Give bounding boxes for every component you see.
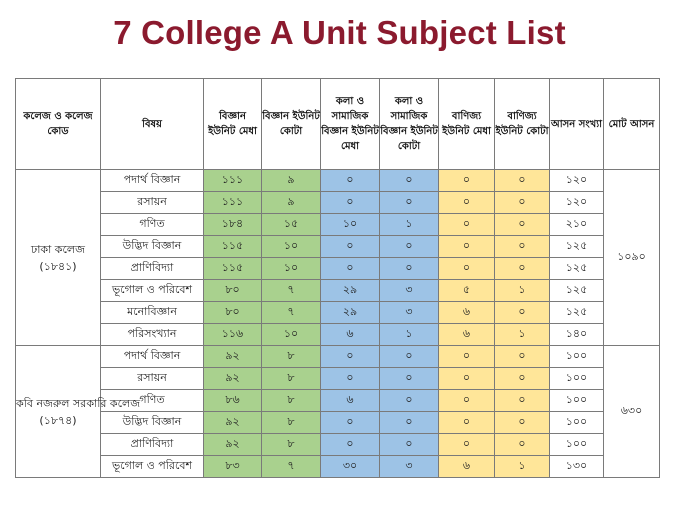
science-quota-cell: ৮ bbox=[262, 434, 321, 456]
table-row bbox=[16, 434, 660, 456]
commerce-quota-cell: ০ bbox=[495, 192, 550, 214]
college-code: (১৮৪১) bbox=[39, 259, 77, 273]
commerce-quota-cell: ০ bbox=[495, 390, 550, 412]
subject-cell: গণিত bbox=[101, 390, 204, 412]
table-row bbox=[16, 236, 660, 258]
table-row bbox=[16, 324, 660, 346]
commerce-quota-cell: ০ bbox=[495, 170, 550, 192]
seats-cell: ১০০ bbox=[550, 412, 604, 434]
arts-merit-cell: ০ bbox=[321, 236, 380, 258]
table-body bbox=[16, 170, 660, 478]
science-quota-cell: ১০ bbox=[262, 324, 321, 346]
arts-quota-cell: ০ bbox=[380, 236, 439, 258]
arts-merit-cell: ০ bbox=[321, 434, 380, 456]
arts-quota-cell: ০ bbox=[380, 192, 439, 214]
science-quota-cell: ৮ bbox=[262, 346, 321, 368]
commerce-quota-cell: ০ bbox=[495, 346, 550, 368]
commerce-quota-cell: ১ bbox=[495, 456, 550, 478]
science-merit-cell: ৯২ bbox=[204, 434, 262, 456]
arts-quota-cell: ১ bbox=[380, 214, 439, 236]
science-merit-cell: ১১৫ bbox=[204, 258, 262, 280]
science-merit-cell: ৮০ bbox=[204, 302, 262, 324]
commerce-merit-cell: ০ bbox=[439, 434, 495, 456]
science-merit-cell: ১৮৪ bbox=[204, 214, 262, 236]
arts-quota-cell: ১ bbox=[380, 324, 439, 346]
header-row bbox=[16, 79, 660, 170]
science-quota-cell: ১০ bbox=[262, 258, 321, 280]
commerce-quota-cell: ০ bbox=[495, 214, 550, 236]
arts-quota-cell: ৩ bbox=[380, 280, 439, 302]
arts-merit-cell: ০ bbox=[321, 192, 380, 214]
science-merit-cell: ৮০ bbox=[204, 280, 262, 302]
science-quota-cell: ১৫ bbox=[262, 214, 321, 236]
seats-cell: ১২৫ bbox=[550, 258, 604, 280]
arts-merit-cell: ০ bbox=[321, 258, 380, 280]
science-quota-cell: ৭ bbox=[262, 280, 321, 302]
subject-cell: প্রাণিবিদ্যা bbox=[101, 258, 204, 280]
seats-cell: ১২৫ bbox=[550, 236, 604, 258]
seats-cell: ১০০ bbox=[550, 390, 604, 412]
science-merit-cell: ৯২ bbox=[204, 368, 262, 390]
arts-quota-cell: ০ bbox=[380, 390, 439, 412]
subject-cell: রসায়ন bbox=[101, 192, 204, 214]
commerce-merit-cell: ৫ bbox=[439, 280, 495, 302]
arts-quota-cell: ০ bbox=[380, 368, 439, 390]
seats-cell: ১৪০ bbox=[550, 324, 604, 346]
header-science-quota: বিজ্ঞান ইউনিট কোটা bbox=[262, 79, 321, 170]
seats-cell: ১০০ bbox=[550, 368, 604, 390]
seats-cell: ১০০ bbox=[550, 434, 604, 456]
science-quota-cell: ৮ bbox=[262, 390, 321, 412]
seats-cell: ১২৫ bbox=[550, 302, 604, 324]
table-row bbox=[16, 368, 660, 390]
college-cell bbox=[16, 170, 101, 346]
header-seats: আসন সংখ্যা bbox=[550, 79, 604, 170]
commerce-merit-cell: ০ bbox=[439, 170, 495, 192]
header-total: মোট আসন bbox=[604, 79, 660, 170]
science-merit-cell: ৮৩ bbox=[204, 456, 262, 478]
commerce-merit-cell: ০ bbox=[439, 368, 495, 390]
science-merit-cell: ১১৬ bbox=[204, 324, 262, 346]
commerce-merit-cell: ৬ bbox=[439, 302, 495, 324]
header-college: কলেজ ও কলেজ কোড bbox=[16, 79, 101, 170]
commerce-merit-cell: ৬ bbox=[439, 456, 495, 478]
arts-quota-cell: ৩ bbox=[380, 456, 439, 478]
commerce-quota-cell: ০ bbox=[495, 368, 550, 390]
table-row bbox=[16, 302, 660, 324]
header-commerce-merit: বাণিজ্য ইউনিট মেধা bbox=[439, 79, 495, 170]
commerce-merit-cell: ০ bbox=[439, 412, 495, 434]
subject-cell: পদার্থ বিজ্ঞান bbox=[101, 170, 204, 192]
subject-cell: গণিত bbox=[101, 214, 204, 236]
table-row bbox=[16, 192, 660, 214]
college-cell bbox=[16, 346, 141, 478]
subject-cell: ভূগোল ও পরিবেশ bbox=[101, 456, 204, 478]
arts-quota-cell: ৩ bbox=[380, 302, 439, 324]
arts-merit-cell: ০ bbox=[321, 412, 380, 434]
commerce-quota-cell: ০ bbox=[495, 412, 550, 434]
arts-merit-cell: ০ bbox=[321, 346, 380, 368]
table-row bbox=[16, 280, 660, 302]
table-row bbox=[16, 258, 660, 280]
table-row bbox=[16, 412, 660, 434]
commerce-merit-cell: ৬ bbox=[439, 324, 495, 346]
subject-cell: প্রাণিবিদ্যা bbox=[101, 434, 204, 456]
page-title: 7 College A Unit Subject List bbox=[113, 14, 566, 51]
commerce-quota-cell: ০ bbox=[495, 236, 550, 258]
header-arts-quota: কলা ও সামাজিক বিজ্ঞান ইউনিট কোটা bbox=[380, 79, 439, 170]
total-seats-cell: ৬৩০ bbox=[604, 346, 660, 478]
subject-cell: মনোবিজ্ঞান bbox=[101, 302, 204, 324]
science-quota-cell: ৯ bbox=[262, 192, 321, 214]
table-row bbox=[16, 170, 660, 192]
arts-merit-cell: ০ bbox=[321, 368, 380, 390]
commerce-merit-cell: ০ bbox=[439, 192, 495, 214]
science-quota-cell: ৮ bbox=[262, 412, 321, 434]
science-merit-cell: ৯২ bbox=[204, 412, 262, 434]
commerce-merit-cell: ০ bbox=[439, 258, 495, 280]
science-quota-cell: ৭ bbox=[262, 456, 321, 478]
subject-cell: রসায়ন bbox=[101, 368, 204, 390]
total-seats-cell: ১০৯০ bbox=[604, 170, 660, 346]
header-arts-merit: কলা ও সামাজিক বিজ্ঞান ইউনিট মেধা bbox=[321, 79, 380, 170]
arts-quota-cell: ০ bbox=[380, 170, 439, 192]
arts-quota-cell: ০ bbox=[380, 434, 439, 456]
science-quota-cell: ৮ bbox=[262, 368, 321, 390]
subject-cell: পদার্থ বিজ্ঞান bbox=[101, 346, 204, 368]
header-commerce-quota: বাণিজ্য ইউনিট কোটা bbox=[495, 79, 550, 170]
arts-quota-cell: ০ bbox=[380, 258, 439, 280]
arts-merit-cell: ৬ bbox=[321, 390, 380, 412]
table-row bbox=[16, 346, 660, 368]
commerce-quota-cell: ১ bbox=[495, 324, 550, 346]
commerce-quota-cell: ০ bbox=[495, 258, 550, 280]
commerce-quota-cell: ১ bbox=[495, 280, 550, 302]
science-quota-cell: ৭ bbox=[262, 302, 321, 324]
seats-cell: ১০০ bbox=[550, 346, 604, 368]
subject-cell: উদ্ভিদ বিজ্ঞান bbox=[101, 412, 204, 434]
science-merit-cell: ৯২ bbox=[204, 346, 262, 368]
commerce-merit-cell: ০ bbox=[439, 236, 495, 258]
college-name: কবি নজরুল সরকারি কলেজ bbox=[16, 396, 141, 410]
seats-cell: ২১০ bbox=[550, 214, 604, 236]
seats-cell: ১৩০ bbox=[550, 456, 604, 478]
header-subject: বিষয় bbox=[101, 79, 204, 170]
science-quota-cell: ৯ bbox=[262, 170, 321, 192]
science-merit-cell: ১১১ bbox=[204, 192, 262, 214]
table-row bbox=[16, 214, 660, 236]
seats-cell: ১২০ bbox=[550, 192, 604, 214]
table-row bbox=[16, 456, 660, 478]
science-merit-cell: ১১১ bbox=[204, 170, 262, 192]
science-merit-cell: ১১৫ bbox=[204, 236, 262, 258]
arts-merit-cell: ২৯ bbox=[321, 302, 380, 324]
commerce-merit-cell: ০ bbox=[439, 346, 495, 368]
college-name: ঢাকা কলেজ bbox=[31, 242, 85, 256]
college-code: (১৮৭৪) bbox=[39, 413, 77, 427]
commerce-merit-cell: ০ bbox=[439, 214, 495, 236]
subject-cell: ভূগোল ও পরিবেশ bbox=[101, 280, 204, 302]
arts-merit-cell: ১০ bbox=[321, 214, 380, 236]
arts-merit-cell: ৩০ bbox=[321, 456, 380, 478]
commerce-merit-cell: ০ bbox=[439, 390, 495, 412]
seats-cell: ১২৫ bbox=[550, 280, 604, 302]
subject-cell: উদ্ভিদ বিজ্ঞান bbox=[101, 236, 204, 258]
arts-quota-cell: ০ bbox=[380, 412, 439, 434]
subject-cell: পরিসংখ্যান bbox=[101, 324, 204, 346]
arts-merit-cell: ২৯ bbox=[321, 280, 380, 302]
commerce-quota-cell: ০ bbox=[495, 434, 550, 456]
commerce-quota-cell: ০ bbox=[495, 302, 550, 324]
subject-table bbox=[15, 78, 660, 478]
arts-merit-cell: ০ bbox=[321, 170, 380, 192]
science-merit-cell: ৮৬ bbox=[204, 390, 262, 412]
science-quota-cell: ১০ bbox=[262, 236, 321, 258]
seats-cell: ১২০ bbox=[550, 170, 604, 192]
arts-quota-cell: ০ bbox=[380, 346, 439, 368]
header-science-merit: বিজ্ঞান ইউনিট মেধা bbox=[204, 79, 262, 170]
arts-merit-cell: ৬ bbox=[321, 324, 380, 346]
